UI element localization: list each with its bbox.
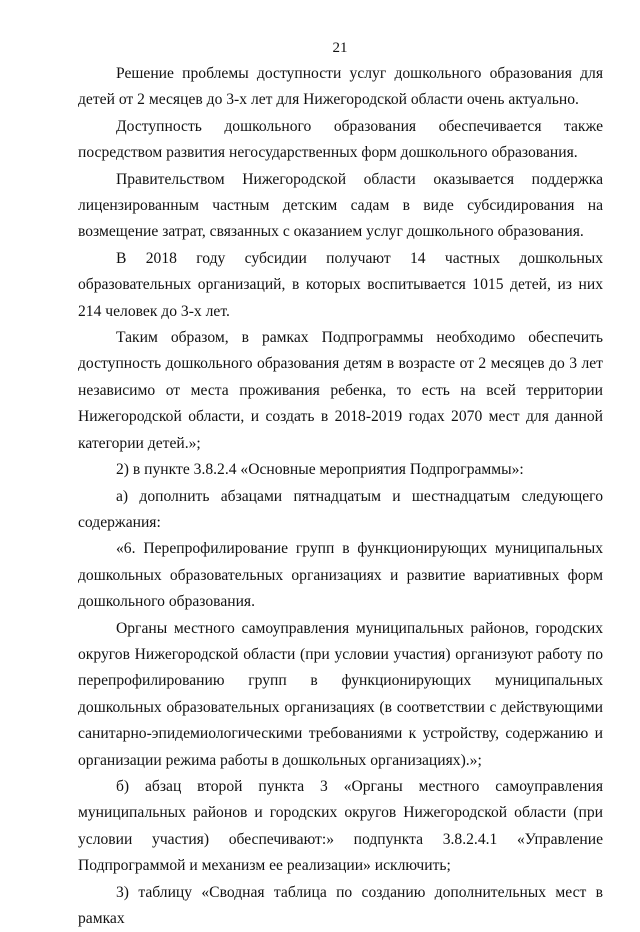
paragraph-9: Органы местного самоуправления муниципальных районов, городских округов Нижегородской области (при условии участия) организуют работу по перепрофилированию групп в функционирующих муниципальных дошкольных образовательных организациях (в соответствии с действующими санитарно-эпидемиологическими требованиями к устройству, содержанию и организации режима работы в дошкольных организациях).»; (78, 619, 603, 769)
paragraph-8: «6. Перепрофилирование групп в функционирующих муниципальных дошкольных образовательных организациях и развитие вариативных форм дошкольного образования. (78, 540, 603, 611)
paragraph-3: Правительством Нижегородской области оказывается поддержка лицензированным частным детским садам в виде субсидирования на возмещение затрат, связанных с оказанием услуг дошкольного образования. (78, 170, 603, 241)
paragraph-11: 3) таблицу «Сводная таблица по созданию дополнительных мест в рамках (78, 883, 603, 927)
paragraph-6: 2) в пункте 3.8.2.4 «Основные мероприятия Подпрограммы»: (116, 461, 524, 479)
paragraph-5: Таким образом, в рамках Подпрограммы необходимо обеспечить доступность дошкольного образования детям в возрасте от 2 месяцев до 3 лет независимо от места проживания ребенка, то есть на всей территории Нижегородской области, и создать в 2018-2019 годах 2070 мест для данной категории детей.»; (78, 329, 603, 452)
paragraph-2: Доступность дошкольного образования обеспечивается также посредством развития негосударственных форм дошкольного образования. (78, 117, 603, 162)
paragraph-4: В 2018 году субсидии получают 14 частных дошкольных образовательных организаций, в которых воспитывается 1015 детей, из них 214 человек до 3-х лет. (78, 249, 603, 320)
page-number: 21 (332, 40, 348, 56)
paragraph-1: Решение проблемы доступности услуг дошкольного образования для детей от 2 месяцев до 3-х лет для Нижегородской области очень актуально. (78, 65, 603, 109)
document-body (78, 61, 603, 932)
paragraph-10: б) абзац второй пункта 3 «Органы местного самоуправления муниципальных районов и городских округов Нижегородской области (при условии участия) обеспечивают:» подпункта 3.8.2.4.1 «Управление Подпрограммой и механизм ее реализации» исключить; (78, 777, 603, 875)
paragraph-7: а) дополнить абзацами пятнадцатым и шестнадцатым следующего содержания: (78, 487, 603, 531)
